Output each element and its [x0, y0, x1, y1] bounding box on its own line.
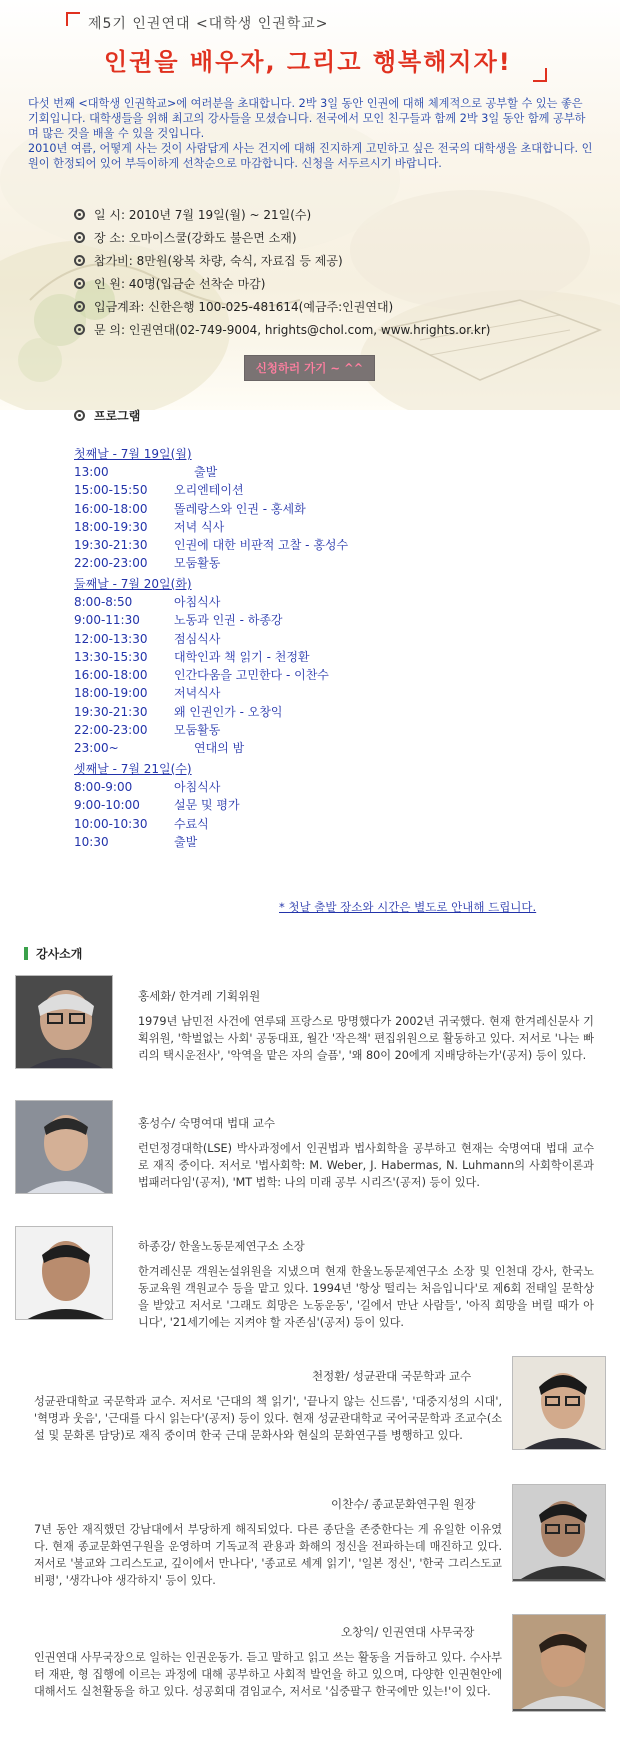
lecturer-2-photo: [15, 1100, 113, 1194]
day-1-title[interactable]: 첫째날 - 7월 19일(월): [74, 447, 192, 461]
portrait-icon: [513, 1357, 606, 1450]
corner-bracket-top-left: [66, 12, 80, 26]
info-capacity: [74, 272, 594, 295]
lecturer-5-photo: [512, 1484, 606, 1582]
lecturer-bio: 성균관대학교 국문학과 교수. 저서로 '근대의 책 읽기', '끝나지 않는 신드롬', '대중지성의 시대', '혁명과 웃음', '근대를 다시 읽는다'(공저) 등이 있다. 현재 성균관대학교 국어국문학과 조교수(소설 및 문화론 담당)로 재직 중이며 한국 근대 문화사와 현실의 문화연구를 병행하고 있다.: [34, 1395, 502, 1442]
schedule-row: [74, 833, 594, 851]
program-heading-text: 프로그램: [94, 408, 141, 423]
info-account: [74, 295, 594, 318]
portrait-icon: [16, 1101, 113, 1194]
schedule-item: 아침식사: [174, 595, 221, 609]
schedule-time: 22:00-23:00: [74, 723, 148, 738]
schedule-row: [74, 554, 594, 572]
schedule-item: 수료식: [174, 816, 209, 831]
bullet-icon: [74, 324, 85, 335]
schedule-row: [74, 500, 594, 518]
schedule-row: [74, 593, 594, 611]
lecturers-heading-text: 강사소개: [36, 947, 83, 961]
schedule-item: 모둠활동: [174, 723, 221, 738]
lecturer-bio: 인권연대 사무국장으로 일하는 인권운동가. 듣고 말하고 읽고 쓰는 활동을 거듭하고 있다. 수사부터 재판, 형 집행에 이르는 과정에 대해 공부하고 사회적 발언을 하고 있으며, 다양한 인권현안에 대해서도 실천활동을 하고 있다. 성공회대 겸임교수, 저서로 '십중팔구 한국에만 있는!'이 있다.: [34, 1651, 502, 1698]
schedule-row: [74, 815, 594, 833]
bullet-icon: [74, 232, 85, 243]
schedule-row: [74, 611, 594, 629]
day-1-block: [74, 445, 594, 573]
schedule-time: 19:30-21:30: [74, 704, 148, 719]
schedule-time: 16:00-18:00: [74, 501, 148, 516]
day-2-title[interactable]: 둘째날 - 7월 20일(화): [74, 577, 192, 591]
schedule-item: 대학인과 책 읽기 - 천정환: [174, 649, 310, 664]
bullet-icon: [74, 301, 85, 312]
schedule-item: 왜 인권인가 - 오창익: [174, 704, 283, 719]
schedule-row: [74, 481, 594, 499]
bullet-icon: [74, 410, 85, 421]
schedule-time: 13:00: [74, 465, 109, 479]
schedule-time: 9:00-10:00: [74, 798, 140, 813]
portrait-icon: [16, 1227, 113, 1320]
event-subtitle: 제5기 인권연대 <대학생 인권학교>: [88, 16, 329, 32]
program-note-link[interactable]: * 첫날 출발 장소와 시간은 별도로 안내해 드립니다.: [279, 900, 537, 914]
intro-paragraph: 다섯 번째 <대학생 인권학교>에 여러분을 초대합니다. 2박 3일 동안 인권에 대해 체계적으로 공부할 수 있는 좋은 기회입니다. 대학생들을 위해 최고의 강사들을 모셨습니다. 전국에서 모인 친구들과 함께 2박 3일 동안 함께 공부하며 많은 것을 배울 수 있을 것입니다.: [28, 97, 586, 140]
schedule-row: [74, 630, 594, 648]
intro-text: [28, 96, 594, 171]
schedule-item: 점심식사: [174, 631, 221, 646]
bullet-icon: [74, 255, 85, 266]
lecturer-name: 홍성수/ 숙명여대 법대 교수: [138, 1116, 276, 1130]
info-text: 문 의: 인권연대(02-749-9004, hrights@chol.com, www.hrights.or.kr): [94, 323, 491, 337]
schedule-item: 출발: [174, 834, 198, 849]
lecturer-3-photo: [15, 1226, 113, 1320]
lecturer-name: 천정환/ 성균관대 국문학과 교수: [312, 1369, 472, 1383]
event-title: 인권을 배우자, 그리고 행복해지자!: [104, 48, 512, 76]
schedule-item: 설문 및 평가: [174, 798, 240, 813]
program-section: [74, 405, 594, 849]
schedule-item: 똘레랑스와 인권 - 홍세화: [174, 501, 306, 516]
schedule-time: 23:00~: [74, 741, 119, 756]
lecturer-name: 하종강/ 한울노동문제연구소 소장: [138, 1239, 305, 1253]
schedule-item: 모둠활동: [174, 556, 221, 571]
schedule-item: 인권에 대한 비판적 고찰 - 홍성수: [174, 538, 349, 553]
schedule-row: [74, 721, 594, 739]
schedule-item: 저녁식사: [174, 686, 221, 701]
schedule-time: 15:00-15:50: [74, 483, 148, 498]
intro-paragraph: 2010년 여름, 어떻게 사는 것이 사람답게 사는 건지에 대해 진지하게 고민하고 싶은 전국의 대학생을 초대합니다. 인원이 한정되어 있어 부득이하게 선착순으로 마감합니다. 신청을 서두르시기 바랍니다.: [28, 142, 593, 170]
lecturer-6-photo: [512, 1614, 606, 1712]
schedule-time: 18:00-19:00: [74, 686, 148, 701]
hero-banner: [0, 0, 620, 410]
schedule-time: 10:30: [74, 834, 109, 849]
schedule-item: 노동과 인권 - 하종강: [174, 613, 283, 628]
bullet-icon: [74, 209, 85, 220]
lecturer-bio: 한겨레신문 객원논설위원을 지냈으며 현재 한울노동문제연구소 소장 및 인천대 강사, 한국노동교육원 객원교수 등을 맡고 있다. 1994년 '항상 떨리는 처음입니다'로 제6회 전태일 문학상을 받았고 저서로 '그래도 희망은 노동운동', '길에서 만난 사람들', '아직 희망을 버릴 때가 아니다', '21세기에는 지켜야 할 자존심'(공저) 등이 있다.: [138, 1265, 594, 1329]
green-bar-icon: [24, 947, 28, 960]
schedule-row: [74, 536, 594, 554]
schedule-row: [74, 778, 594, 796]
schedule-item: 연대의 밤: [194, 741, 245, 756]
portrait-icon: [16, 976, 113, 1069]
apply-button[interactable]: 신청하러 가기 ~ ^^: [244, 355, 375, 381]
lecturer-1-photo: [15, 975, 113, 1069]
info-text: 참가비: 8만원(왕복 차량, 숙식, 자료집 등 제공): [94, 254, 343, 268]
schedule-time: 19:30-21:30: [74, 538, 148, 553]
schedule-item: 저녁 식사: [174, 519, 225, 534]
day-3-block: [74, 760, 594, 851]
schedule-time: 10:00-10:30: [74, 816, 148, 831]
corner-bracket-bottom-right: [533, 68, 547, 82]
info-fee: [74, 249, 594, 272]
schedule-row: [74, 518, 594, 536]
schedule-time: 8:00-9:00: [74, 780, 133, 794]
event-info-list: [74, 203, 594, 341]
schedule-item: 출발: [194, 465, 218, 479]
lecturer-bio: 런던정경대학(LSE) 박사과정에서 인권법과 법사회학을 공부하고 현재는 숙명여대 법대 교수로 재직 중이다. 저서로 '법사회학: M. Weber, J. Habermas, N. Luhmann의 사회학이론과 법패러다임'(공저), 'MT 법학: 나의 미래 공부 시리즈'(공저) 등이 있다.: [138, 1142, 594, 1189]
info-text: 인 원: 40명(입금순 선착순 마감): [94, 277, 266, 291]
lecturers-heading: [24, 945, 82, 962]
info-text: 입금계좌: 신한은행 100-025-481614(예금주:인권연대): [94, 300, 394, 314]
lecturer-name: 이찬수/ 종교문화연구원 원장: [331, 1497, 476, 1511]
info-date: [74, 203, 594, 226]
schedule-row: [74, 739, 594, 757]
schedule-time: 8:00-8:50: [74, 595, 133, 609]
schedule-row: [74, 666, 594, 684]
day-3-title[interactable]: 셋째날 - 7월 21일(수): [74, 762, 192, 776]
schedule-time: 22:00-23:00: [74, 556, 148, 571]
day-2-block: [74, 575, 594, 758]
schedule-item: 오리엔테이션: [174, 483, 244, 498]
schedule-item: 아침식사: [174, 780, 221, 794]
info-contact: [74, 318, 594, 341]
lecturer-4-photo: [512, 1356, 606, 1450]
schedule-time: 9:00-11:30: [74, 613, 140, 628]
portrait-icon: [513, 1485, 606, 1579]
info-text: 일 시: 2010년 7월 19일(월) ~ 21일(수): [94, 208, 312, 222]
schedule-time: 18:00-19:30: [74, 519, 148, 534]
lecturer-bio: 7년 동안 재직했던 강남대에서 부당하게 해직되었다. 다른 종단을 존중한다는 게 유일한 이유였다. 현재 종교문화연구원을 운영하며 기독교적 관용과 화해의 정신을 전파하는데 매진하고 있다. 저서로 '불교와 그리스도교, 깊이에서 만나다', '종교로 세계 읽기', '일본 정신', '한국 그리스도교 비평', '생각나야 생각하지' 등이 있다.: [34, 1523, 502, 1587]
schedule-row: [74, 684, 594, 702]
schedule-row: [74, 703, 594, 721]
schedule-item: 인간다움을 고민한다 - 이찬수: [174, 668, 329, 683]
schedule-time: 16:00-18:00: [74, 668, 148, 683]
info-place: [74, 226, 594, 249]
info-text: 장 소: 오마이스쿨(강화도 불은면 소재): [94, 231, 297, 245]
bullet-icon: [74, 278, 85, 289]
schedule-row: [74, 463, 594, 481]
schedule-row: [74, 796, 594, 814]
lecturer-name: 오창익/ 인권연대 사무국장: [341, 1625, 475, 1639]
lecturer-name: 홍세화/ 한겨레 기획위원: [138, 989, 261, 1003]
schedule-time: 13:30-15:30: [74, 649, 148, 664]
lecturer-bio: 1979년 남민전 사건에 연루돼 프랑스로 망명했다가 2002년 귀국했다. 현재 한겨레신문사 기획위원, '학벌없는 사회' 공동대표, 월간 '작은책' 편집위원으로 활동하고 있다. 저서로 '나는 빠리의 택시운전사', '악역을 맡은 자의 슬픔', '왜 80이 20에게 지배당하는가'(공저) 등이 있다.: [138, 1015, 594, 1062]
program-heading: [74, 405, 594, 425]
schedule-time: 12:00-13:30: [74, 631, 148, 646]
schedule-row: [74, 648, 594, 666]
portrait-icon: [513, 1615, 606, 1709]
